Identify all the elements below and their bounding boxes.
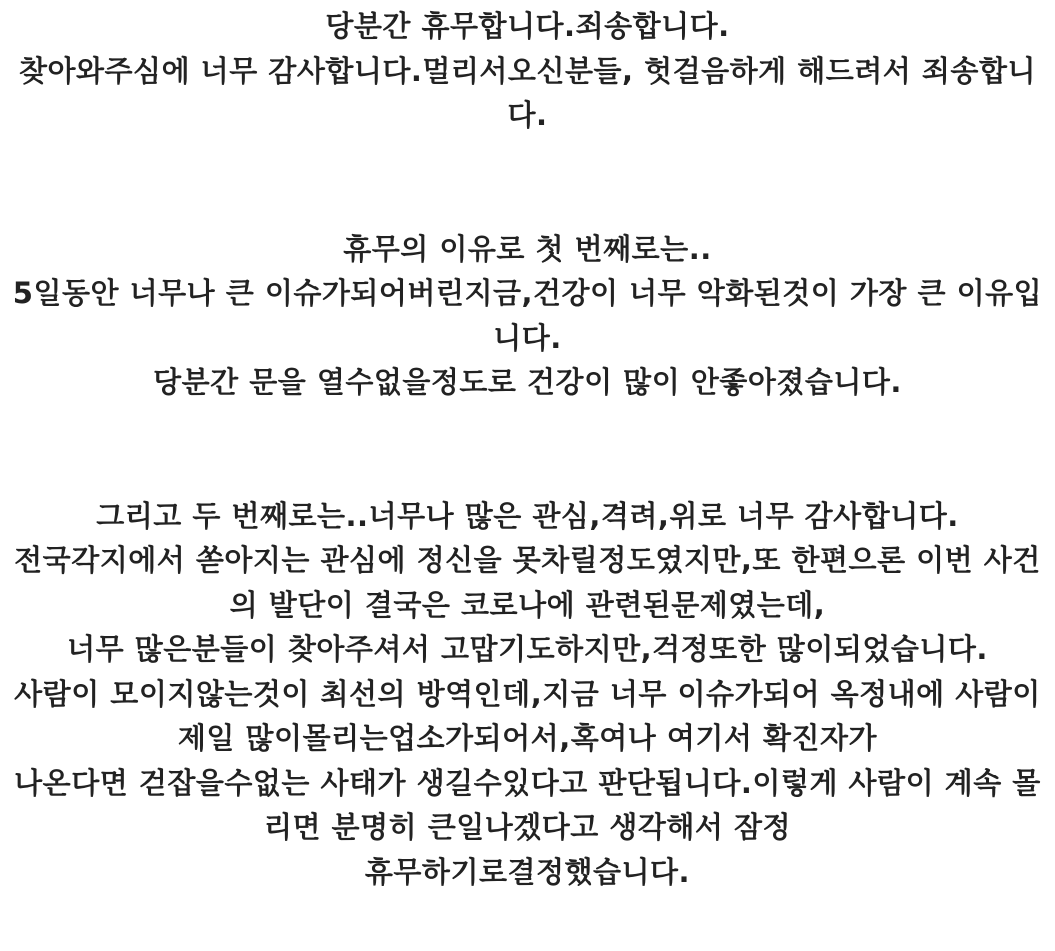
notice-paragraph-apology	[13, 4, 1043, 138]
notice-line-crowding: 사람이 모이지않는것이 최선의 방역인데,지금 너무 이슈가되어 옥정내에 사람이 제일 많이몰리는업소가되어서,혹여나 여기서 확진자가	[14, 676, 1041, 755]
notice-paragraph-reason-one	[13, 227, 1043, 405]
notice-line-health-detail: 당분간 문을 열수없을정도로 건강이 많이 안좋아졌습니다.	[153, 365, 902, 399]
notice-paragraph-reason-two	[13, 494, 1043, 895]
paragraph-spacer	[13, 138, 1043, 227]
notice-line-closure: 당분간 휴무합니다.죄송합니다.	[325, 9, 730, 43]
notice-line-thanks: 찾아와주심에 너무 감사합니다.멀리서오신분들, 헛걸음하게 해드려서 죄송합니다.	[19, 53, 1036, 132]
notice-line-attention: 전국각지에서 쏟아지는 관심에 정신을 못차릴정도였지만,또 한편으론 이번 사건의 발단이 결국은 코로나에 관련된문제였는데,	[14, 543, 1041, 622]
notice-line-decision: 휴무하기로결정했습니다.	[364, 854, 691, 889]
notice-line-risk: 나온다면 걷잡을수없는 사태가 생길수있다고 판단됩니다.이렇게 사람이 계속 몰리면 분명히 큰일나겠다고 생각해서 잠정	[14, 765, 1041, 844]
notice-line-concern: 너무 많은분들이 찾아주셔서 고맙기도하지만,걱정또한 많이되었습니다.	[67, 632, 988, 666]
notice-line-reason-two-heading: 그리고 두 번째로는..너무나 많은 관심,격려,위로 너무 감사합니다.	[96, 498, 959, 533]
notice-line-health: 5일동안 너무나 큰 이슈가되어버린지금,건강이 너무 악화된것이 가장 큰 이유입니다.	[12, 276, 1043, 355]
paragraph-spacer	[13, 405, 1043, 494]
notice-line-reason-one-heading: 휴무의 이유로 첫 번째로는..	[343, 231, 712, 266]
closure-notice	[13, 0, 1043, 894]
